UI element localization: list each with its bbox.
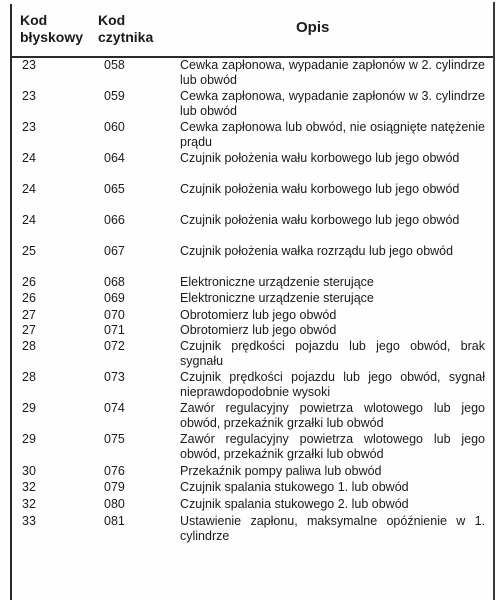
flash-code-cell: 23	[22, 89, 36, 103]
description-cell: Czujnik położenia wałka rozrządu lub jego obwód	[180, 244, 454, 258]
description-cell: Czujnik położenia wału korbowego lub jego obwód	[180, 151, 460, 165]
flash-code-cell: 26	[22, 275, 36, 289]
reader-code-cell: 080	[104, 497, 125, 511]
reader-code-cell: 069	[104, 291, 125, 305]
table-header	[0, 0, 497, 58]
description-cell: Czujnik spalania stukowego 1. lub obwód	[180, 480, 409, 494]
flash-code-cell: 27	[22, 323, 36, 337]
header-reader-code-line2: czytnika	[98, 29, 154, 45]
flash-code-cell: 28	[22, 370, 36, 384]
description-cell: Zawór regulacyjny powietrza wlotowego lub jego obwód, przekaźnik grzałki lub obwód	[180, 401, 485, 430]
reader-code-cell: 071	[104, 323, 125, 337]
description-cell: Cewka zapłonowa lub obwód, nie osiągnięte natężenie prądu	[180, 120, 485, 149]
header-reader-code-line1: Kod	[98, 12, 126, 28]
flash-code-cell: 24	[22, 182, 36, 196]
flash-code-cell: 23	[22, 58, 36, 72]
description-cell: Obrotomierz lub jego obwód	[180, 308, 337, 322]
flash-code-cell: 23	[22, 120, 36, 134]
flash-code-cell: 29	[22, 401, 36, 415]
reader-code-cell: 079	[104, 480, 125, 494]
reader-code-cell: 066	[104, 213, 125, 227]
flash-code-cell: 32	[22, 480, 36, 494]
reader-code-cell: 081	[104, 514, 125, 528]
flash-code-cell: 27	[22, 308, 36, 322]
reader-code-cell: 072	[104, 339, 125, 353]
description-cell: Zawór regulacyjny powietrza wlotowego lub jego obwód, przekaźnik grzałki lub obwód	[180, 432, 485, 461]
header-flash-code	[20, 12, 83, 46]
reader-code-cell: 076	[104, 464, 125, 478]
reader-code-cell: 075	[104, 432, 125, 446]
reader-code-cell: 068	[104, 275, 125, 289]
reader-code-cell: 065	[104, 182, 125, 196]
description-cell: Cewka zapłonowa, wypadanie zapłonów w 3. cylindrze lub obwód	[180, 89, 485, 118]
reader-code-cell: 064	[104, 151, 125, 165]
flash-code-cell: 30	[22, 464, 36, 478]
description-cell: Czujnik prędkości pojazdu lub jego obwód, brak sygnału	[180, 339, 485, 368]
flash-code-cell: 24	[22, 151, 36, 165]
reader-code-cell: 067	[104, 244, 125, 258]
header-flash-code-line2: błyskowy	[20, 29, 84, 45]
flash-code-cell: 28	[22, 339, 36, 353]
flash-code-cell: 32	[22, 497, 36, 511]
left-margin-rule	[10, 4, 12, 600]
description-cell: Przekaźnik pompy paliwa lub obwód	[180, 464, 382, 478]
reader-code-cell: 059	[104, 89, 125, 103]
reader-code-cell: 070	[104, 308, 125, 322]
flash-code-cell: 26	[22, 291, 36, 305]
header-description: Opis	[296, 19, 330, 36]
flash-code-cell: 24	[22, 213, 36, 227]
reader-code-cell: 073	[104, 370, 125, 384]
description-cell: Elektroniczne urządzenie sterujące	[180, 291, 374, 305]
flash-code-cell: 33	[22, 514, 36, 528]
header-flash-code-line1: Kod	[20, 12, 48, 28]
description-cell: Cewka zapłonowa, wypadanie zapłonów w 2. cylindrze lub obwód	[180, 58, 485, 87]
flash-code-cell: 29	[22, 432, 36, 446]
reader-code-cell: 060	[104, 120, 125, 134]
description-cell: Elektroniczne urządzenie sterujące	[180, 275, 374, 289]
description-cell: Czujnik prędkości pojazdu lub jego obwód, sygnał nieprawdopodobnie wysoki	[180, 370, 485, 399]
description-cell: Obrotomierz lub jego obwód	[180, 323, 337, 337]
reader-code-cell: 074	[104, 401, 125, 415]
flash-code-cell: 25	[22, 244, 36, 258]
header-reader-code	[98, 12, 153, 46]
description-cell: Ustawienie zapłonu, maksymalne opóźnienie w 1. cylindrze	[180, 514, 485, 543]
description-cell: Czujnik spalania stukowego 2. lub obwód	[180, 497, 409, 511]
right-edge-rule	[493, 2, 495, 600]
reader-code-cell: 058	[104, 58, 125, 72]
description-cell: Czujnik położenia wału korbowego lub jego obwód	[180, 213, 460, 227]
description-cell: Czujnik położenia wału korbowego lub jego obwód	[180, 182, 460, 196]
